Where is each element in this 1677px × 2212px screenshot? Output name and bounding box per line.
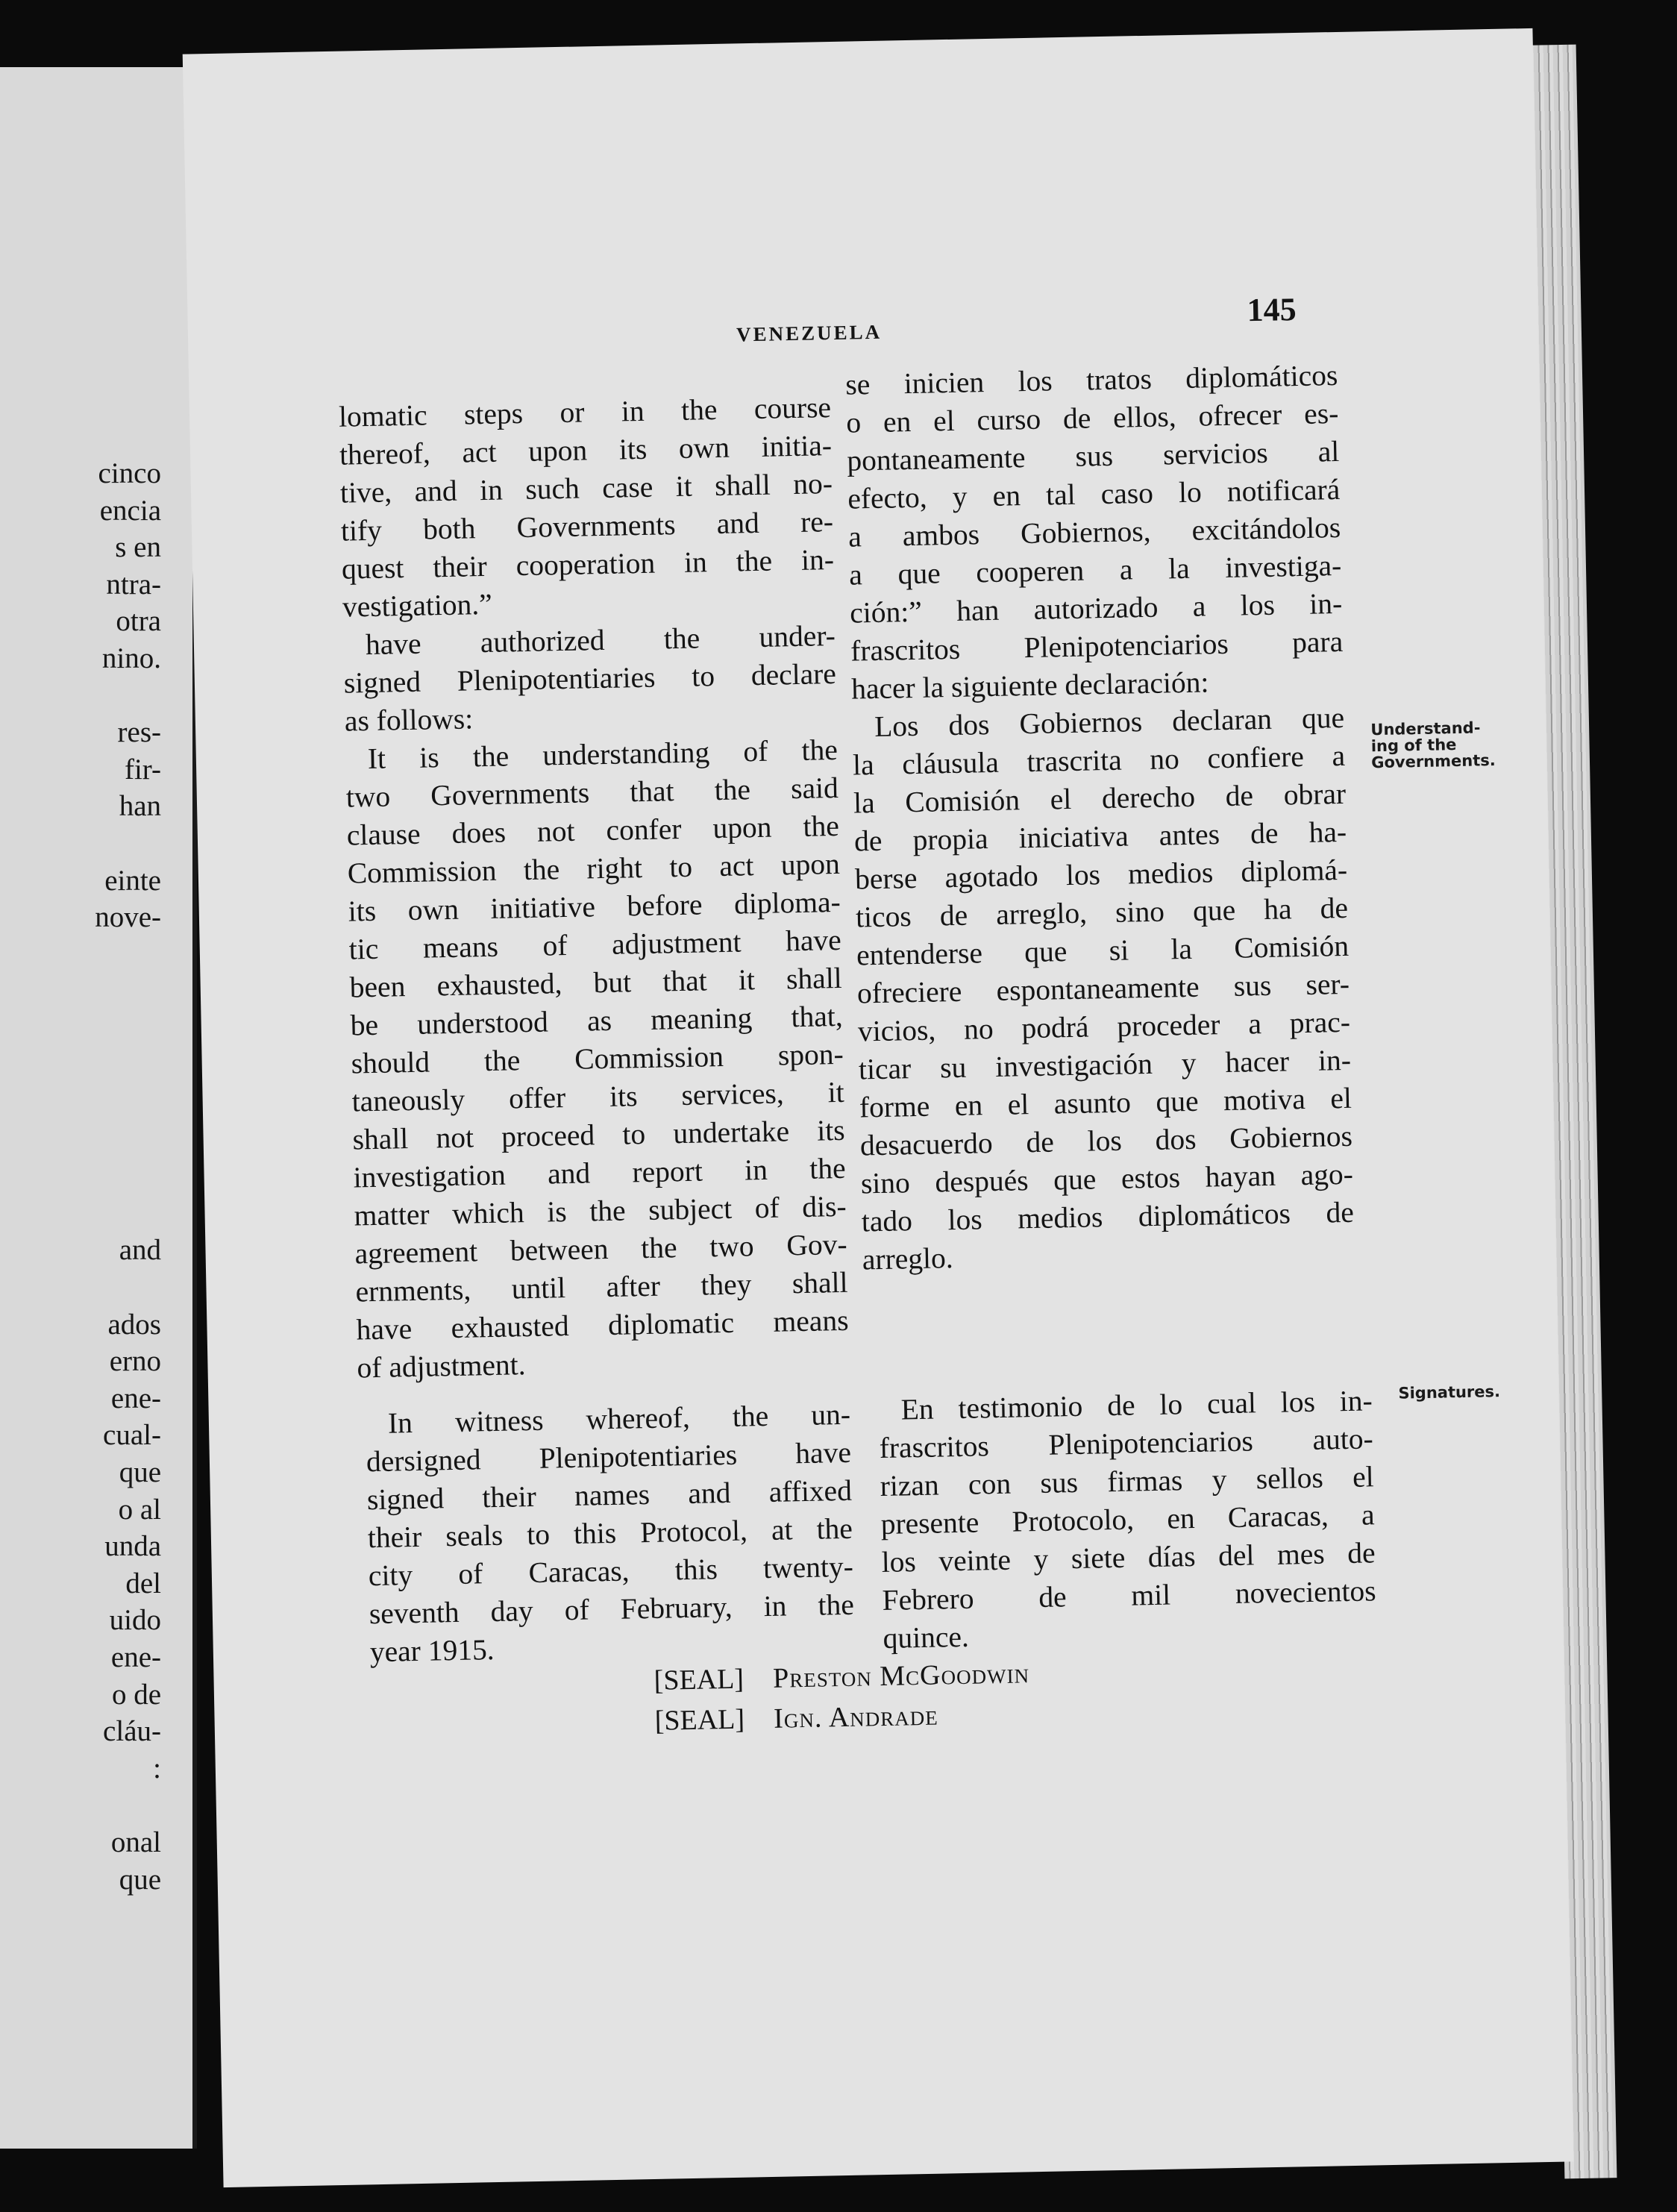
signatory-name: Preston McGoodwin xyxy=(772,1658,1030,1694)
book-page xyxy=(183,28,1574,2187)
text-line: berse agotado los medios diplomá- xyxy=(854,853,1348,896)
seal-label: [SEAL] xyxy=(654,1703,745,1737)
text-line: Commission the right to act upon xyxy=(347,847,841,890)
side-note-line: Governments. xyxy=(1371,751,1496,772)
text-line: frascritos Plenipotenciarios para xyxy=(850,624,1344,668)
text-line: Los dos Gobiernos declaran que xyxy=(874,701,1345,743)
text-line: clause does not confer upon the xyxy=(346,809,840,852)
text-line: de propia iniciativa antes de ha- xyxy=(853,815,1347,858)
text-line: En testimonio de lo cual los in- xyxy=(900,1384,1373,1426)
text-line: thereof, act upon its own initia- xyxy=(339,429,833,471)
text-line: of adjustment. xyxy=(357,1348,526,1385)
running-head: VENEZUELA xyxy=(736,320,883,346)
seal-label: [SEAL] xyxy=(653,1663,745,1696)
text-line: presente Protocolo, en Caracas, a xyxy=(880,1498,1376,1541)
english-column xyxy=(339,389,850,1387)
text-line: be understood as meaning that, xyxy=(350,999,844,1042)
text-line: frascritos Plenipotenciarios auto- xyxy=(879,1422,1374,1465)
text-line: la cláusula trascrita no confiere a xyxy=(852,739,1346,782)
text-line: tic means of adjustment have xyxy=(348,923,842,966)
text-line: seventh day of February, in the xyxy=(369,1588,855,1631)
text-line: arreglo. xyxy=(862,1241,954,1276)
text-line: In witness whereof, the un- xyxy=(387,1397,851,1440)
text-line: forme en el asunto que motiva el xyxy=(859,1081,1352,1124)
text-line: tify both Governments and re- xyxy=(340,505,834,548)
text-line: agreement between the two Gov- xyxy=(354,1227,847,1271)
text-line: sino después que estos hayan ago- xyxy=(860,1157,1354,1200)
text-line: matter which is the subject of dis- xyxy=(354,1189,847,1232)
signature-row xyxy=(653,1653,1029,1701)
text-line: hacer la siguiente declaración: xyxy=(850,665,1209,706)
text-line: efecto, y en tal caso lo notificará xyxy=(847,472,1341,516)
text-line: vicios, no podrá proceder a prac- xyxy=(857,1005,1351,1048)
side-note-line: Understand- xyxy=(1370,718,1481,739)
text-line: been exhausted, but that it shall xyxy=(349,961,843,1004)
text-line: desacuerdo de los dos Gobiernos xyxy=(859,1119,1353,1162)
text-line: o en el curso de ellos, ofrecer es- xyxy=(845,396,1339,439)
spanish-column xyxy=(845,357,1355,1279)
text-line: its own initiative before diploma- xyxy=(348,885,841,928)
text-line: la Comisión el derecho de obrar xyxy=(853,777,1347,820)
text-line: two Governments that the said xyxy=(345,771,839,814)
text-line: entenderse que si la Comisión xyxy=(856,929,1350,972)
previous-page-text: cinco encia s en ntra- otra nino. res- fir- han einte nove- and ados erno ene- cual- que o al unda del uido ene- o de cláu- : onal que xyxy=(95,457,161,1896)
text-line: ernments, until after they shall xyxy=(355,1265,848,1309)
text-line: los veinte y siete días del mes de xyxy=(881,1536,1376,1579)
text-line: have authorized the under- xyxy=(365,618,836,662)
text-line: as follows: xyxy=(344,702,474,738)
text-line: dersigned Plenipotentiaries have xyxy=(366,1435,852,1479)
text-line: ofreciere espontaneamente sus ser- xyxy=(856,967,1350,1010)
text-line: a que cooperen a la investiga- xyxy=(848,548,1342,592)
text-line: taneously offer its services, it xyxy=(351,1075,845,1118)
text-line: a ambos Gobiernos, excitándolos xyxy=(847,510,1341,554)
text-line: city of Caracas, this twenty- xyxy=(368,1550,854,1593)
text-line: Febrero de mil novecientos xyxy=(882,1574,1376,1617)
signature-block xyxy=(653,1653,1030,1741)
previous-page xyxy=(0,67,197,2149)
text-line: shall not proceed to undertake its xyxy=(352,1113,845,1156)
text-line: vestigation.” xyxy=(342,587,493,624)
text-line: pontaneamente sus servicios al xyxy=(846,434,1340,477)
text-line: rizan con sus firmas y sellos el xyxy=(880,1460,1375,1503)
side-note-understanding xyxy=(1370,718,1496,772)
text-line: It is the understanding of the xyxy=(367,733,839,776)
side-note-signatures: Signatures. xyxy=(1398,1382,1501,1403)
text-line: lomatic steps or in the course xyxy=(338,391,832,433)
text-line: their seals to this Protocol, at the xyxy=(367,1511,853,1555)
text-line: quince. xyxy=(883,1620,970,1655)
side-note-line: ing of the xyxy=(1370,736,1457,756)
text-line: year 1915. xyxy=(369,1633,495,1669)
text-line: tado los medios diplomáticos de xyxy=(861,1195,1355,1238)
text-line: tive, and in such case it shall no- xyxy=(339,467,833,510)
text-line: signed Plenipotentiaries to declare xyxy=(343,657,837,700)
signatory-name: Ign. Andrade xyxy=(773,1699,939,1735)
text-line: ción:” han autorizado a los in- xyxy=(849,586,1343,630)
text-line: investigation and report in the xyxy=(353,1151,846,1194)
text-line: have exhausted diplomatic means xyxy=(356,1303,849,1347)
text-line: should the Commission spon- xyxy=(351,1037,844,1080)
witness-spanish xyxy=(878,1382,1377,1658)
text-line: se inicien los tratos diplomáticos xyxy=(844,358,1338,401)
page-number: 145 xyxy=(1247,291,1297,329)
signature-row xyxy=(654,1694,1030,1741)
text-line: ticos de arreglo, sino que ha de xyxy=(855,891,1349,934)
text-line: ticar su investigación y hacer in- xyxy=(858,1043,1352,1086)
witness-english xyxy=(366,1396,856,1671)
text-line: signed their names and affixed xyxy=(366,1473,853,1517)
text-line: quest their cooperation in the in- xyxy=(341,543,835,586)
